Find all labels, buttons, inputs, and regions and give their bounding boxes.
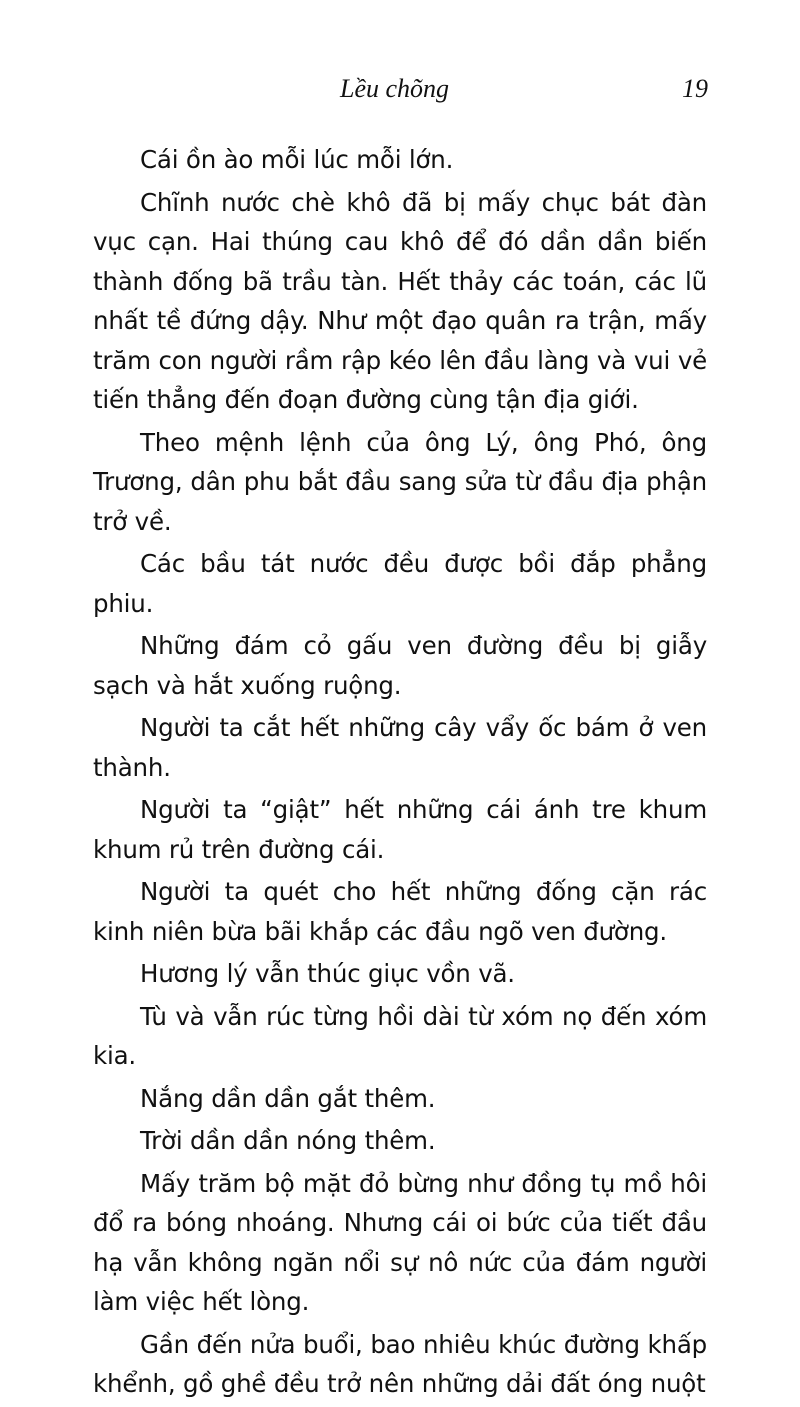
paragraph: Tù và vẫn rúc từng hồi dài từ xóm nọ đến xóm kia. <box>93 1001 707 1070</box>
paragraph: Người ta quét cho hết những đống cặn rác kinh niên bừa bãi khắp các đầu ngõ ven đường. <box>93 877 707 946</box>
page-header <box>0 74 800 114</box>
body-text <box>93 140 707 1407</box>
paragraph: Người ta cắt hết những cây vẩy ốc bám ở ven thành. <box>93 713 707 782</box>
paragraph: Nắng dần dần gắt thêm. <box>140 1083 436 1113</box>
paragraph: Những đám cỏ gấu ven đường đều bị giẫy sạch và hắt xuống ruộng. <box>93 631 707 700</box>
paragraph: Hương lý vẫn thúc giục vồn vã. <box>140 959 515 988</box>
running-title: Lều chõng <box>340 74 450 103</box>
paragraph: Người ta “giật” hết những cái ánh tre khum khum rủ trên đường cái. <box>93 795 707 864</box>
paragraph: Mấy trăm bộ mặt đỏ bừng như đồng tụ mồ hôi đổ ra bóng nhoáng. Nhưng cái oi bức của tiết đầu hạ vẫn không ngăn nổi sự nô nức của đám người làm việc hết lòng. <box>93 1168 707 1316</box>
paragraph: Gần đến nửa buổi, bao nhiêu khúc đường khấp khểnh, gồ ghề đều trở nên những dải đất óng nuột <box>93 1329 707 1398</box>
paragraph: Trời dần dần nóng thêm. <box>140 1126 436 1155</box>
paragraph: Theo mệnh lệnh của ông Lý, ông Phó, ông Trương, dân phu bắt đầu sang sửa từ đầu địa phận trở về. <box>93 427 707 536</box>
paragraph: Các bầu tát nước đều được bồi đắp phẳng phiu. <box>93 549 707 618</box>
paragraph: Chĩnh nước chè khô đã bị mấy chục bát đàn vục cạn. Hai thúng cau khô để đó dần dần biến thành đống bã trầu tàn. Hết thảy các toán, các lũ nhất tề đứng dậy. Như một đạo quân ra trận, mấy trăm con người rầm rập kéo lên đầu làng và vui vẻ tiến thẳng đến đoạn đường cùng tận địa giới. <box>93 187 707 414</box>
page-number: 19 <box>682 74 708 103</box>
paragraph: Cái ồn ào mỗi lúc mỗi lớn. <box>140 145 454 174</box>
